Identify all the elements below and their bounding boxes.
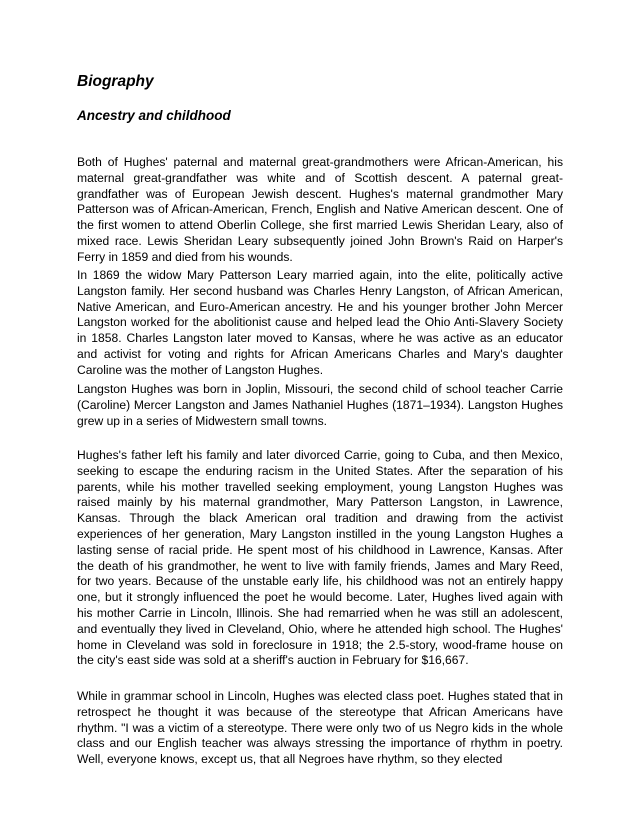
page-title: Biography bbox=[77, 73, 154, 90]
paragraph-childhood: Hughes's father left his family and later divorced Carrie, going to Cuba, and then Mexico, seeking to escape the enduring racism in the United States. After the separation of his parents, while his mother travelled seeking employment, young Langston Hughes was raised mainly by his maternal grandmother, Mary Patterson Langston, in Lawrence, Kansas. Through the black American oral tradition and drawing from the activist experiences of her generation, Mary Langston instilled in the young Langston Hughes a lasting sense of racial pride. He spent most of his childhood in Lawrence, Kansas. After the death of his grandmother, he went to live with family friends, James and Mary Reed, for two years. Because of the unstable early life, his childhood was not an entirely happy one, but it strongly influenced the poet he would become. Later, Hughes lived again with his mother Carrie in Lincoln, Illinois. She had remarried when he was still an adolescent, and eventually they lived in Cleveland, Ohio, where he attended high school. The Hughes' home in Cleveland was sold in foreclosure in 1918; the 2.5-story, wood-frame house on the city's east side was sold at a sheriff's auction in February for $16,667. bbox=[77, 448, 563, 668]
paragraph-langston-family: In 1869 the widow Mary Patterson Leary married again, into the elite, politically active Langston family. Her second husband was Charles Henry Langston, of African American, Native American, and Euro-American ancestry. He and his younger brother John Mercer Langston worked for the abolitionist cause and helped lead the Ohio Anti-Slavery Society in 1858. Charles Langston later moved to Kansas, where he was active as an educator and activist for voting and rights for African Americans Charles and Mary's daughter Caroline was the mother of Langston Hughes. bbox=[77, 268, 563, 377]
paragraph-ancestry: Both of Hughes' paternal and maternal great-grandmothers were African-American, his maternal great-grandfather was white and of Scottish descent. A paternal great-grandfather was of European Jewish descent. Hughes's maternal grandmother Mary Patterson was of African-American, French, English and Native American descent. One of the first women to attend Oberlin College, she first married Lewis Sheridan Leary, also of mixed race. Lewis Sheridan Leary subsequently joined John Brown's Raid on Harper's Ferry in 1859 and died from his wounds. bbox=[77, 155, 563, 264]
paragraph-grammar-school: While in grammar school in Lincoln, Hughes was elected class poet. Hughes stated that in retrospect he thought it was because of the stereotype that African Americans have rhythm. "I was a victim of a stereotype. There were only two of us Negro kids in the whole class and our English teacher was always stressing the importance of rhythm in poetry. Well, everyone knows, except us, that all Negroes have rhythm, so they elected bbox=[77, 689, 563, 767]
section-heading: Ancestry and childhood bbox=[77, 108, 231, 123]
paragraph-birth: Langston Hughes was born in Joplin, Missouri, the second child of school teacher Carrie (Caroline) Mercer Langston and James Nathaniel Hughes (1871–1934). Langston Hughes grew up in a series of Midwestern small towns. bbox=[77, 382, 563, 428]
